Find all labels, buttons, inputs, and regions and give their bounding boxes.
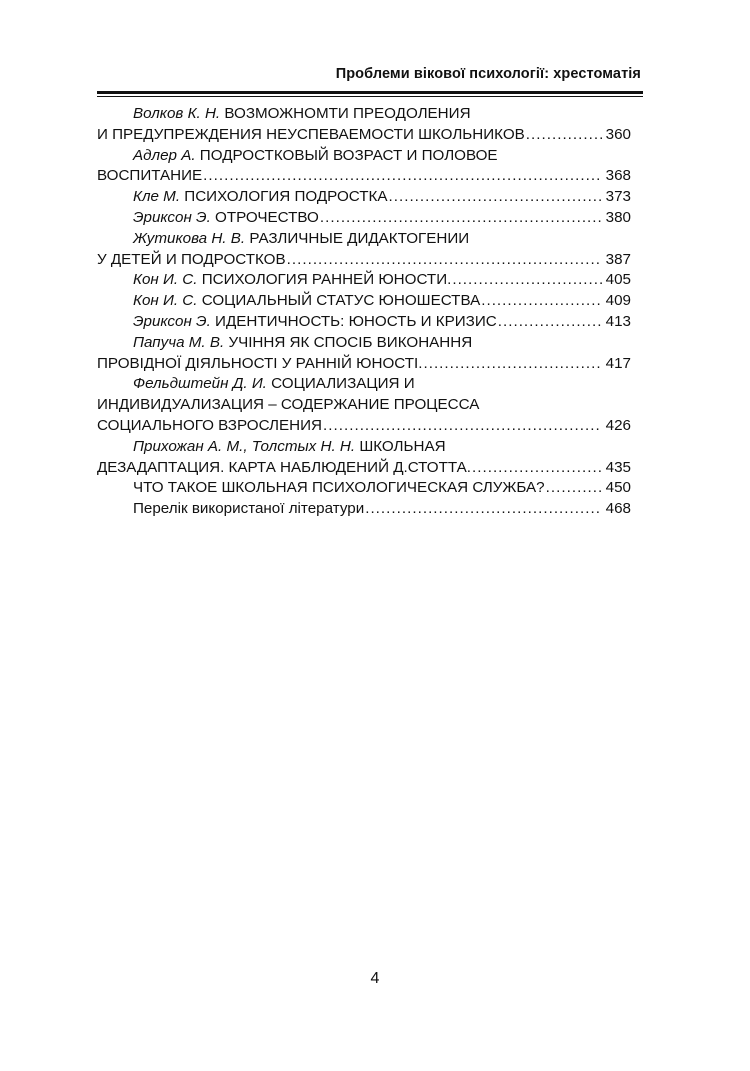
toc-leader-dots	[452, 270, 602, 291]
toc-entry-title: ИНДИВИДУАЛИЗАЦИЯ – СОДЕРЖАНИЕ ПРОЦЕССА	[97, 396, 480, 414]
toc-entry	[97, 437, 631, 479]
toc-leader-dots	[481, 291, 602, 312]
toc-entry	[97, 478, 631, 499]
toc-entry-title: ВОЗМОЖНОМТИ ПРЕОДОЛЕНИЯ	[224, 105, 471, 122]
toc-entry-title: ЧТО ТАКОЕ ШКОЛЬНАЯ ПСИХОЛОГИЧЕСКАЯ СЛУЖБА?	[133, 479, 545, 497]
header-rule-thin	[97, 96, 643, 97]
toc-entry-title: СОЦИАЛЬНЫЙ СТАТУС ЮНОШЕСТВА	[201, 292, 481, 310]
toc-entry	[97, 374, 631, 436]
page-number: 4	[370, 970, 380, 987]
toc-entry-text	[133, 333, 472, 354]
toc-entry-title: ПСИХОЛОГИЯ РАННЕЙ ЮНОСТИ.	[201, 271, 452, 289]
toc-entry-text	[133, 208, 319, 229]
toc-entry-title: СОЦИАЛИЗАЦИЯ И	[271, 375, 415, 393]
toc-entry-text	[97, 395, 479, 416]
toc-entry-author: Эриксон Э.	[133, 312, 211, 330]
toc-entry-title: Перелік використаної літератури	[133, 500, 365, 518]
toc-entry-line	[97, 437, 631, 458]
toc-entry-text	[133, 499, 364, 520]
toc-entry-line	[97, 104, 631, 125]
toc-entry-author: Фельдштейн Д. И.	[133, 375, 267, 393]
toc-entry-title: ОТРОЧЕСТВО	[215, 208, 319, 226]
toc-entry-line	[97, 416, 631, 437]
toc-entry	[97, 229, 631, 271]
toc-entry-author: Кле М.	[133, 188, 181, 206]
toc-entry-text	[133, 146, 498, 167]
toc-entry-text	[97, 458, 471, 479]
toc-entry-title: ИДЕНТИЧНОСТЬ: ЮНОСТЬ И КРИЗИС	[215, 312, 497, 330]
toc-entry-title: ПСИХОЛОГИЯ ПОДРОСТКА	[184, 188, 388, 206]
toc-entry-line	[97, 395, 631, 416]
toc-entry-line	[97, 499, 631, 520]
toc-entry-line	[97, 478, 631, 499]
header-rule-thick	[97, 91, 643, 94]
toc-entry-line	[97, 458, 631, 479]
toc-entry-text	[97, 416, 322, 437]
toc-entry-title: ПРОВІДНОЇ ДІЯЛЬНОСТІ У РАННІЙ ЮНОСТІ.	[97, 354, 423, 372]
toc-leader-dots	[323, 416, 602, 437]
toc-entry-title: ВОСПИТАНИЕ	[97, 167, 203, 185]
toc-entry-text	[97, 250, 286, 271]
toc-entry-line	[97, 354, 631, 375]
toc-entry-title: ДЕЗАДАПТАЦИЯ. КАРТА НАБЛЮДЕНИЙ Д.СТОТТА.	[97, 458, 471, 476]
toc-leader-dots	[546, 478, 602, 499]
toc-leader-dots	[287, 250, 602, 271]
toc-entry-line	[97, 291, 631, 312]
toc-entry-author: Жутикова Н. В.	[133, 229, 246, 247]
toc-entry	[97, 312, 631, 333]
toc-entry-author: Кон И. С.	[133, 271, 198, 289]
toc-page-number: 360	[605, 125, 631, 143]
toc-entry-author: Эриксон Э.	[133, 208, 211, 226]
toc-entry	[97, 333, 631, 375]
toc-entry-text	[97, 125, 525, 146]
toc-entry-text	[133, 229, 469, 250]
toc-entry-text	[133, 312, 497, 333]
toc-entry-line	[97, 333, 631, 354]
toc-entry-line	[97, 374, 631, 395]
toc-entry-title: И ПРЕДУПРЕЖДЕНИЯ НЕУСПЕВАЕМОСТИ ШКОЛЬНИКОВ	[97, 125, 525, 143]
toc-page-number: 468	[605, 500, 631, 518]
toc-entry-text	[133, 437, 446, 458]
running-header	[97, 64, 643, 90]
toc-entry-line	[97, 125, 631, 146]
toc-entry	[97, 187, 631, 208]
toc-entry	[97, 499, 631, 520]
toc-page-number: 417	[605, 354, 631, 372]
toc-entry-text	[133, 374, 415, 395]
toc-entry-text	[133, 104, 471, 125]
toc-entry-text	[133, 478, 545, 499]
toc-leader-dots	[320, 208, 602, 229]
toc-entry-author: Папуча М. В.	[133, 333, 225, 351]
toc-entry-line	[97, 270, 631, 291]
toc-entry	[97, 104, 631, 146]
toc-entry-author: Прихожан А. М., Толстых Н. Н.	[133, 437, 356, 455]
toc-page-number: 405	[605, 271, 631, 289]
toc-entry	[97, 291, 631, 312]
toc-entry-title: РАЗЛИЧНЫЕ ДИДАКТОГЕНИИ	[249, 229, 470, 247]
toc-page-number: 426	[605, 416, 631, 434]
toc-entry-line	[97, 187, 631, 208]
toc-page-number: 450	[605, 479, 631, 497]
table-of-contents	[97, 104, 631, 520]
toc-page-number: 368	[605, 167, 631, 185]
toc-entry-text	[133, 187, 387, 208]
toc-leader-dots	[472, 458, 602, 479]
toc-entry-author: Волков К. Н.	[133, 105, 221, 122]
toc-page-number: 387	[605, 250, 631, 268]
toc-entry-line	[97, 312, 631, 333]
toc-entry-title: У ДЕТЕЙ И ПОДРОСТКОВ	[97, 250, 286, 268]
toc-page-number: 435	[605, 458, 631, 476]
toc-entry-line	[97, 229, 631, 250]
toc-leader-dots	[203, 166, 602, 187]
toc-entry	[97, 208, 631, 229]
toc-leader-dots	[423, 354, 602, 375]
toc-entry-text	[97, 354, 422, 375]
toc-page-number: 409	[605, 292, 631, 310]
toc-leader-dots	[388, 187, 602, 208]
toc-entry	[97, 146, 631, 188]
toc-page-number: 373	[605, 188, 631, 206]
toc-entry-line	[97, 250, 631, 271]
toc-entry	[97, 270, 631, 291]
toc-entry-text	[97, 166, 202, 187]
toc-entry-author: Кон И. С.	[133, 292, 198, 310]
toc-leader-dots	[365, 499, 602, 520]
toc-leader-dots	[498, 312, 602, 333]
toc-entry-line	[97, 166, 631, 187]
toc-entry-line	[97, 146, 631, 167]
toc-leader-dots	[526, 125, 602, 146]
running-header-title: Проблеми вікової психології: хрестоматія	[335, 66, 641, 82]
toc-entry-author: Адлер А.	[133, 146, 196, 164]
toc-page-number: 413	[605, 312, 631, 330]
toc-entry-title: ШКОЛЬНАЯ	[359, 437, 446, 455]
toc-entry-text	[133, 291, 480, 312]
toc-entry-text	[133, 270, 451, 291]
toc-entry-title: УЧІННЯ ЯК СПОСІБ ВИКОНАННЯ	[228, 333, 473, 351]
toc-entry-line	[97, 208, 631, 229]
toc-entry-title: СОЦИАЛЬНОГО ВЗРОСЛЕНИЯ	[97, 416, 323, 434]
toc-entry-title: ПОДРОСТКОВЫЙ ВОЗРАСТ И ПОЛОВОЕ	[199, 146, 498, 164]
toc-page-number: 380	[605, 208, 631, 226]
